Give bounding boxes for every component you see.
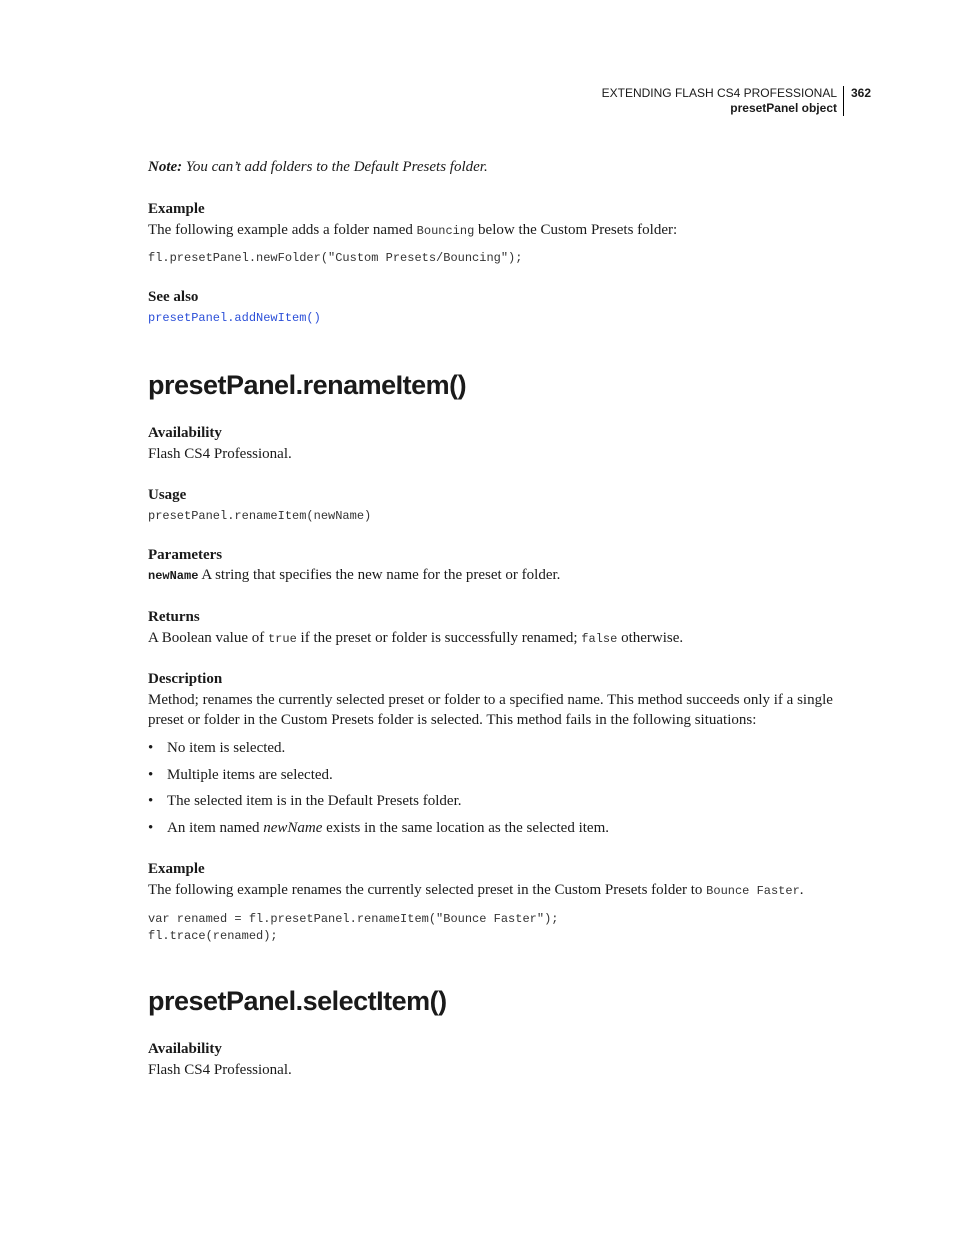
select-item-title: presetPanel.selectItem()	[148, 986, 447, 1016]
rename-example-heading: Example	[148, 861, 205, 877]
bullet-marker: •	[148, 740, 154, 756]
description-line-1: Method; renames the currently selected preset or folder to a specified name. This method succeeds only if a single	[148, 692, 833, 708]
list-item	[148, 791, 462, 811]
example-description	[148, 220, 677, 241]
note	[148, 157, 488, 177]
rename-example-code-line-2: fl.trace(renamed);	[148, 929, 278, 943]
see-also-heading: See also	[148, 289, 199, 305]
returns-after: otherwise.	[617, 630, 684, 646]
list-item	[148, 765, 333, 785]
see-also-link[interactable]: presetPanel.addNewItem()	[148, 311, 321, 325]
bullet-text-after: exists in the same location as the selected item.	[322, 820, 609, 836]
bullet-marker: •	[148, 767, 154, 783]
parameters-heading: Parameters	[148, 547, 223, 563]
usage-code: presetPanel.renameItem(newName)	[148, 509, 372, 523]
section-title: presetPanel object	[730, 101, 837, 115]
running-header	[602, 86, 844, 116]
list-item	[148, 818, 609, 838]
select-availability-text: Flash CS4 Professional.	[148, 1062, 292, 1078]
parameter-row	[148, 565, 560, 586]
returns-false-code: false	[581, 632, 618, 646]
example-text-after: below the Custom Presets folder:	[474, 222, 678, 238]
availability-heading: Availability	[148, 425, 222, 441]
list-item	[148, 738, 285, 758]
returns-before: A Boolean value of	[148, 630, 268, 646]
description-line-2: preset or folder in the Custom Presets folder is selected. This method fails in the following situations:	[148, 712, 757, 728]
bullet-marker: •	[148, 820, 154, 836]
bullet-marker: •	[148, 793, 154, 809]
returns-heading: Returns	[148, 609, 200, 625]
example-text-before: The following example adds a folder named	[148, 222, 417, 238]
bullet-text: The selected item is in the Default Presets folder.	[167, 793, 462, 809]
param-description: A string that specifies the new name for the preset or folder.	[198, 567, 561, 583]
rename-example-after: .	[799, 882, 804, 898]
bullet-text: Multiple items are selected.	[167, 767, 333, 783]
usage-heading: Usage	[148, 487, 187, 503]
bullet-text-before: An item named	[167, 820, 264, 836]
returns-true-code: true	[267, 632, 297, 646]
rename-example-before: The following example renames the currently selected preset in the Custom Presets folder to	[148, 882, 707, 898]
rename-example-inline-code: Bounce Faster	[706, 884, 800, 898]
returns-middle: if the preset or folder is successfully renamed;	[296, 630, 582, 646]
param-name: newName	[148, 569, 199, 583]
bullet-italic-term: newName	[263, 820, 323, 836]
page-number: 362	[851, 86, 872, 100]
rename-item-title: presetPanel.renameItem()	[148, 370, 467, 400]
note-text: You can’t add folders to the Default Presets folder.	[182, 159, 488, 175]
example-code: fl.presetPanel.newFolder("Custom Presets/Bouncing");	[148, 251, 523, 265]
rename-example-code-line-1: var renamed = fl.presetPanel.renameItem("Bounce Faster");	[148, 912, 559, 926]
select-availability-heading: Availability	[148, 1041, 222, 1057]
returns-text	[148, 628, 683, 649]
book-title: EXTENDING FLASH CS4 PROFESSIONAL	[601, 86, 837, 100]
rename-example-description	[148, 880, 804, 901]
availability-text: Flash CS4 Professional.	[148, 446, 292, 462]
example-heading: Example	[148, 201, 205, 217]
note-label: Note:	[148, 159, 183, 175]
example-inline-code: Bouncing	[416, 224, 475, 238]
bullet-text: No item is selected.	[167, 740, 286, 756]
description-heading: Description	[148, 671, 223, 687]
